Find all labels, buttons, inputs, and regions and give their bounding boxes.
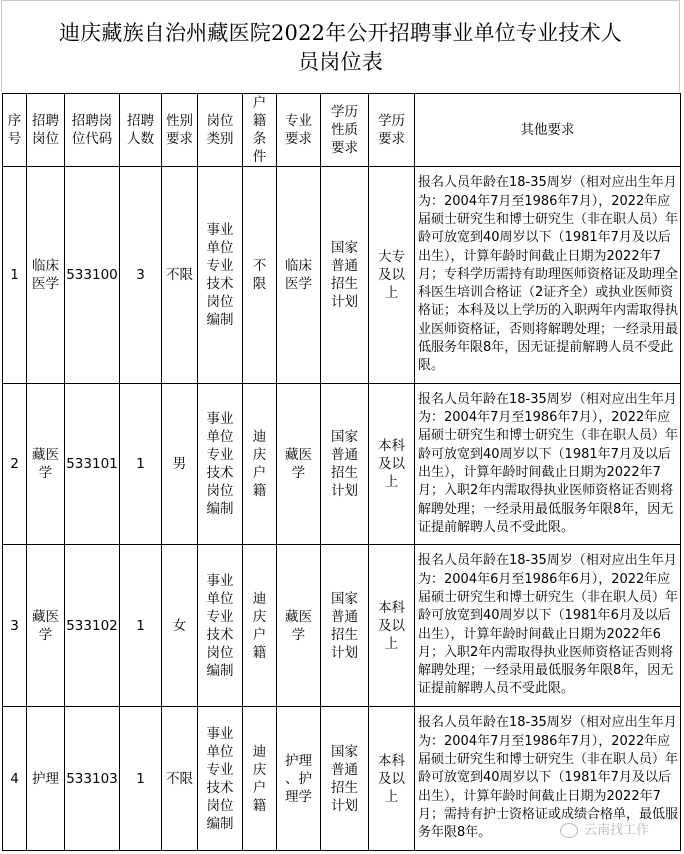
cell-text: 庆 [252, 447, 267, 463]
header-count [120, 94, 162, 167]
header-text: 要求 [285, 131, 312, 147]
header-text: 类别 [206, 131, 234, 147]
cell-edu [369, 545, 415, 707]
header-text: 其他要求 [520, 122, 575, 138]
positions-table [2, 93, 681, 851]
cell-text: 编制 [206, 501, 234, 517]
cell-count: 3 [120, 167, 162, 384]
cell-text: 籍 [252, 483, 267, 499]
table-row [3, 384, 681, 545]
page-title [2, 19, 679, 77]
header-text: 专业 [285, 113, 312, 129]
header-text: 人数 [127, 131, 154, 147]
cell-text: 岗位 [206, 294, 234, 310]
cell-count: 1 [120, 707, 162, 851]
cell-household [243, 167, 277, 384]
cell-text: 学 [291, 626, 306, 643]
header-text: 要求 [378, 131, 405, 147]
cell-other: 报名人员年龄在18-35周岁（相对应出生年月为：2004年7月至1986年7月），2022年应届硕士研究生和博士研究生（非在职人员）年龄可放宽到40周岁以下（1981年7月及以后出生），计算年龄时间截止日期为2022年7月；需持有护士资格证或成绩合格单，最低服务年限8年。 [415, 707, 681, 851]
cell-text: 户 [252, 779, 267, 796]
cell-text: 大专 [378, 249, 405, 265]
watermark-text: 云南找工作 [584, 823, 650, 838]
header-text: 户 [252, 95, 267, 111]
cell-text: 普通 [331, 258, 358, 274]
cell-text: 单位 [206, 590, 234, 607]
cell-text: 户 [252, 465, 267, 481]
table-row [3, 707, 681, 851]
cell-edu [369, 707, 415, 851]
cell-text: 国家 [331, 743, 358, 760]
cell-major [277, 384, 321, 545]
cell-gender: 男 [162, 384, 198, 545]
cell-text: 计划 [331, 797, 358, 814]
header-text: 学历 [331, 104, 358, 120]
header-seq [3, 94, 27, 167]
cell-household [243, 707, 277, 851]
cell-text: 理学 [285, 788, 312, 805]
cell-post [27, 545, 65, 707]
cell-text: 医学 [32, 276, 59, 292]
cell-category [198, 384, 243, 545]
table-body [3, 167, 681, 851]
cell-text: 招生 [331, 779, 358, 796]
cell-count: 1 [120, 545, 162, 707]
header-text: 招聘 [127, 113, 154, 129]
header-text: 籍 [252, 113, 267, 129]
cell-text: 迪 [252, 429, 267, 445]
cell-household [243, 545, 277, 707]
cell-text: 学 [38, 465, 53, 481]
cell-text: 上 [384, 474, 399, 490]
cell-text: 及以 [378, 617, 405, 634]
cell-category [198, 545, 243, 707]
cell-text: 藏医 [285, 608, 312, 625]
cell-text: 籍 [252, 644, 267, 661]
header-text: 学历 [378, 113, 405, 129]
cell-text: 学 [291, 465, 306, 481]
cell-text: 上 [384, 788, 399, 805]
cell-text: 技术 [206, 626, 234, 643]
cell-text: 藏医 [32, 608, 59, 625]
cell-edu_type [321, 167, 369, 384]
cell-edu [369, 167, 415, 384]
cell-major [277, 545, 321, 707]
cell-text: 技术 [206, 779, 234, 796]
cell-text: 本科 [378, 438, 405, 454]
cell-text: 招生 [331, 276, 358, 292]
cell-text: 普通 [331, 761, 358, 778]
header-major [277, 94, 321, 167]
cell-text: 事业 [206, 222, 234, 238]
cell-post [27, 167, 65, 384]
cell-seq: 2 [3, 384, 27, 545]
cell-edu_type [321, 384, 369, 545]
cell-text: 计划 [331, 644, 358, 661]
header-text: 条 [252, 131, 267, 147]
cell-code: 533101 [65, 384, 120, 545]
cell-gender: 不限 [162, 167, 198, 384]
cell-text: 招生 [331, 626, 358, 643]
header-text: 岗位 [32, 131, 59, 147]
cell-text: 户 [252, 626, 267, 643]
cell-text: 事业 [206, 725, 234, 742]
cell-edu_type [321, 545, 369, 707]
header-text: 招聘岗 [71, 113, 113, 129]
cell-text: 专业 [206, 761, 234, 778]
cell-text: 岗位 [206, 483, 234, 499]
title-line-2: 员岗位表 [298, 50, 383, 74]
cell-text: 限 [252, 276, 267, 292]
cell-text: 上 [384, 285, 399, 301]
cell-seq: 3 [3, 545, 27, 707]
cell-text: 技术 [206, 276, 234, 292]
header-text: 要求 [166, 131, 193, 147]
cell-text: 藏医 [285, 447, 312, 463]
header-other [415, 94, 681, 167]
cell-text: 及以 [378, 770, 405, 787]
cell-other: 报名人员年龄在18-35周岁（相对应出生年月为：2004年6月至1986年6月），2022年应届硕士研究生和博士研究生（非在职人员）年龄可放宽到40周岁以下（1981年6月及以后出生），计算年龄时间截止日期为2022年6月；入职2年内需取得执业医师资格证否则将解聘处理；一经录用最低服务年限8年，因无证提前解聘人员不受此限。 [415, 545, 681, 707]
cell-category [198, 167, 243, 384]
cell-text: 医学 [285, 276, 312, 292]
header-text: 岗位 [206, 113, 234, 129]
table-row [3, 545, 681, 707]
cell-text: 本科 [378, 599, 405, 616]
header-edu [369, 94, 415, 167]
cell-text: 籍 [252, 797, 267, 814]
cell-post [27, 707, 65, 851]
cell-text: 编制 [206, 815, 234, 832]
cell-gender: 女 [162, 545, 198, 707]
cell-text: 普通 [331, 608, 358, 625]
cell-text: 计划 [331, 294, 358, 310]
cell-text: 国家 [331, 429, 358, 445]
header-text: 要求 [331, 140, 358, 156]
cell-text: 招生 [331, 465, 358, 481]
cell-text: 专业 [206, 608, 234, 625]
cell-text: 学 [38, 626, 53, 643]
cell-text: 上 [384, 635, 399, 652]
cell-text: 单位 [206, 743, 234, 760]
header-text: 招聘 [32, 113, 59, 129]
cell-text: 计划 [331, 483, 358, 499]
header-code [65, 94, 120, 167]
cell-text: 国家 [331, 240, 358, 256]
cell-text: 迪 [252, 743, 267, 760]
cell-text: 不 [252, 258, 267, 274]
cell-text: 护理 [285, 752, 312, 769]
cell-text: 普通 [331, 447, 358, 463]
cell-text: 及以 [378, 267, 405, 283]
table-row [3, 167, 681, 384]
header-text: 性质 [331, 122, 358, 138]
cell-text: 编制 [206, 312, 234, 328]
cell-text: 临床 [32, 258, 59, 274]
cell-category [198, 707, 243, 851]
cell-text: 事业 [206, 411, 234, 427]
header-text: 性别 [166, 113, 193, 129]
header-text: 件 [252, 149, 267, 165]
cell-code: 533103 [65, 707, 120, 851]
cell-post [27, 384, 65, 545]
cell-text: 庆 [252, 761, 267, 778]
cell-code: 533102 [65, 545, 120, 707]
table-header-row [3, 94, 681, 167]
cell-seq: 1 [3, 167, 27, 384]
cell-count: 1 [120, 384, 162, 545]
cell-text: 藏医 [32, 447, 59, 463]
cell-text: 迪 [252, 590, 267, 607]
cell-household [243, 384, 277, 545]
cell-text: 单位 [206, 429, 234, 445]
cell-other: 报名人员年龄在18-35周岁（相对应出生年月为：2004年7月至1986年7月），2022年应届硕士研究生和博士研究生（非在职人员）年龄可放宽到40周岁以下（1981年7月及以后出生），计算年龄时间截止日期为2022年7月；专科学历需持有助理医师资格证及助理全科医生培训合格证（2证齐全）或执业医师资格证；本科及以上学历的入职两年内需取得执业医师资格证，否则将解聘处理；一经录用最低服务年限8年，因无证提前解聘人员不受此限。 [415, 167, 681, 384]
header-household [243, 94, 277, 167]
header-gender [162, 94, 198, 167]
title-box [1, 0, 680, 92]
cell-text: 岗位 [206, 797, 234, 814]
cell-edu_type [321, 707, 369, 851]
cell-code: 533100 [65, 167, 120, 384]
cell-text: 临床 [285, 258, 312, 274]
cell-edu [369, 384, 415, 545]
cell-text: 单位 [206, 240, 234, 256]
header-text: 序 [7, 113, 22, 129]
cell-text: 岗位 [206, 644, 234, 661]
cell-text: 本科 [378, 752, 405, 769]
cell-text: 专业 [206, 258, 234, 274]
cell-text: 庆 [252, 608, 267, 625]
header-text: 位代码 [71, 131, 113, 147]
cell-major [277, 167, 321, 384]
cell-text: 护理 [32, 770, 59, 787]
header-edu_type [321, 94, 369, 167]
cell-major [277, 707, 321, 851]
cell-other: 报名人员年龄在18-35周岁（相对应出生年月为：2004年7月至1986年7月），2022年应届硕士研究生和博士研究生（非在职人员）年龄可放宽到40周岁以下（1981年7月及以后出生），计算年龄时间截止日期为2022年7月；入职2年内需取得执业医师资格证否则将解聘处理；一经录用最低服务年限8年，因无证提前解聘人员不受此限。 [415, 384, 681, 545]
cell-seq: 4 [3, 707, 27, 851]
cell-text: 国家 [331, 590, 358, 607]
cell-text: 技术 [206, 465, 234, 481]
header-category [198, 94, 243, 167]
header-text: 号 [7, 131, 22, 147]
header-post [27, 94, 65, 167]
title-line-1: 迪庆藏族自治州藏医院2022年公开招聘事业单位专业技术人 [58, 21, 623, 45]
cell-text: 及以 [378, 456, 405, 472]
cell-text: 编制 [206, 662, 234, 679]
cell-text: 事业 [206, 572, 234, 589]
cell-text: 专业 [206, 447, 234, 463]
cell-text: 、护 [285, 770, 312, 787]
cell-gender: 不限 [162, 707, 198, 851]
